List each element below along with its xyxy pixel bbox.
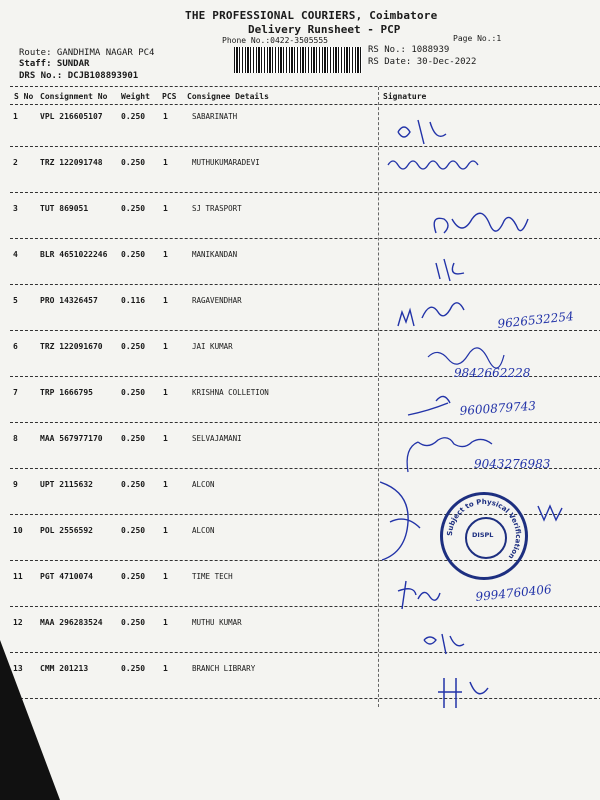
row-consignment-no: VPL 216605107 (40, 112, 103, 121)
divider (10, 104, 600, 105)
row-consignee: MUTHU KUMAR (192, 618, 242, 627)
header-pcs: PCS (162, 92, 177, 101)
row-consignee: MUTHUKUMARADEVI (192, 158, 260, 167)
row-weight: 0.250 (121, 480, 146, 489)
row-consignment-no: TRZ 122091748 (40, 158, 103, 167)
row-weight: 0.250 (121, 618, 146, 627)
header-signature: Signature (383, 92, 427, 101)
row-sno: 2 (13, 158, 18, 167)
header-consignee: Consignee Details (187, 92, 269, 101)
row-sno: 4 (13, 250, 18, 259)
row-consignee: JAI KUMAR (192, 342, 233, 351)
route: Route: GANDHIMA NAGAR PC4 (19, 48, 155, 58)
row-pcs: 1 (163, 112, 168, 121)
verification-stamp (440, 492, 528, 580)
row-pcs: 1 (163, 388, 168, 397)
row-weight: 0.250 (121, 158, 146, 167)
row-pcs: 1 (163, 618, 168, 627)
header-sno: S No (14, 92, 34, 101)
header-weight: Weight (121, 92, 150, 101)
signature-5 (378, 290, 600, 340)
row-consignment-no: PRO 14326457 (40, 296, 98, 305)
phone-number: Phone No.:0422-3505555 (222, 36, 328, 45)
row-pcs: 1 (163, 204, 168, 213)
signature-12 (378, 630, 600, 660)
rs-number: RS No.: 1088939 (368, 45, 450, 55)
row-weight: 0.250 (121, 664, 146, 673)
row-consignee: SJ TRASPORT (192, 204, 242, 213)
row-consignment-no: TRZ 122091670 (40, 342, 103, 351)
row-pcs: 1 (163, 342, 168, 351)
row-weight: 0.250 (121, 204, 146, 213)
row-weight: 0.250 (121, 572, 146, 581)
signature-8 (378, 432, 600, 482)
row-pcs: 1 (163, 158, 168, 167)
header-consignment: Consignment No (40, 92, 108, 101)
row-consignment-no: PGT 4710074 (40, 572, 93, 581)
row-pcs: 1 (163, 296, 168, 305)
row-weight: 0.250 (121, 434, 146, 443)
row-consignee: SELVAJAMANI (192, 434, 242, 443)
signature-1 (378, 112, 600, 152)
rs-date: RS Date: 30-Dec-2022 (368, 57, 477, 67)
row-consignment-no: UPT 2115632 (40, 480, 93, 489)
row-weight: 0.250 (121, 250, 146, 259)
row-consignee: BRANCH LIBRARY (192, 664, 256, 673)
row-sno: 7 (13, 388, 18, 397)
row-sno: 9 (13, 480, 18, 489)
signature-phone: 9600879743 (459, 398, 537, 418)
row-sno: 10 (13, 526, 23, 535)
staff: Staff: SUNDAR (19, 59, 90, 69)
signature-6 (378, 343, 600, 383)
row-weight: 0.250 (121, 388, 146, 397)
row-pcs: 1 (163, 480, 168, 489)
row-weight: 0.116 (121, 296, 146, 305)
row-pcs: 1 (163, 434, 168, 443)
row-consignee: ALCON (192, 480, 215, 489)
row-pcs: 1 (163, 664, 168, 673)
company-title: THE PROFESSIONAL COURIERS, Coimbatore (185, 9, 438, 22)
row-sno: 5 (13, 296, 18, 305)
barcode (234, 47, 362, 73)
row-consignment-no: TRP 1666795 (40, 388, 93, 397)
signature-3 (378, 205, 600, 245)
drs-number: DRS No.: DCJB108893901 (19, 71, 139, 81)
row-sno: 11 (13, 572, 23, 581)
signature-13 (378, 672, 600, 712)
page-number: Page No.:1 (453, 34, 502, 43)
row-divider (10, 192, 600, 193)
row-sno: 3 (13, 204, 18, 213)
stamp-outer-text: Subject to Physical Verification (445, 497, 523, 561)
row-consignment-no: TUT 869051 (40, 204, 89, 213)
signature-phone: 9994760406 (474, 582, 553, 604)
row-pcs: 1 (163, 250, 168, 259)
row-sno: 12 (13, 618, 23, 627)
row-sno: 1 (13, 112, 18, 121)
row-consignee: MANIKANDAN (192, 250, 238, 259)
signature-11 (378, 575, 600, 615)
divider (10, 86, 600, 87)
row-sno: 6 (13, 342, 18, 351)
row-sno: 13 (13, 664, 23, 673)
stamp-inner-text: DISPL (472, 531, 494, 539)
signature-7 (378, 385, 600, 425)
row-pcs: 1 (163, 572, 168, 581)
scan-shadow (0, 640, 60, 800)
row-consignee: TIME TECH (192, 572, 233, 581)
row-consignment-no: MAA 567977170 (40, 434, 103, 443)
row-consignee: KRISHNA COLLETION (192, 388, 269, 397)
row-sno: 8 (13, 434, 18, 443)
row-consignment-no: BLR 4651022246 (40, 250, 108, 259)
row-consignee: SABARINATH (192, 112, 238, 121)
row-consignment-no: POL 2556592 (40, 526, 93, 535)
signature-phone: 9626532254 (496, 309, 575, 331)
row-consignment-no: CMM 201213 (40, 664, 89, 673)
signature-2 (378, 150, 600, 180)
row-consignee: RAGAVENDHAR (192, 296, 242, 305)
row-consignment-no: MAA 296283524 (40, 618, 103, 627)
row-weight: 0.250 (121, 342, 146, 351)
signature-4 (378, 253, 600, 283)
row-weight: 0.250 (121, 112, 146, 121)
runsheet-title: Delivery Runsheet - PCP (248, 23, 401, 36)
row-consignee: ALCON (192, 526, 215, 535)
row-pcs: 1 (163, 526, 168, 535)
signature-phone: 9842662228 (454, 366, 531, 380)
row-divider (10, 284, 600, 285)
signature-phone: 9043276983 (474, 457, 551, 471)
row-weight: 0.250 (121, 526, 146, 535)
